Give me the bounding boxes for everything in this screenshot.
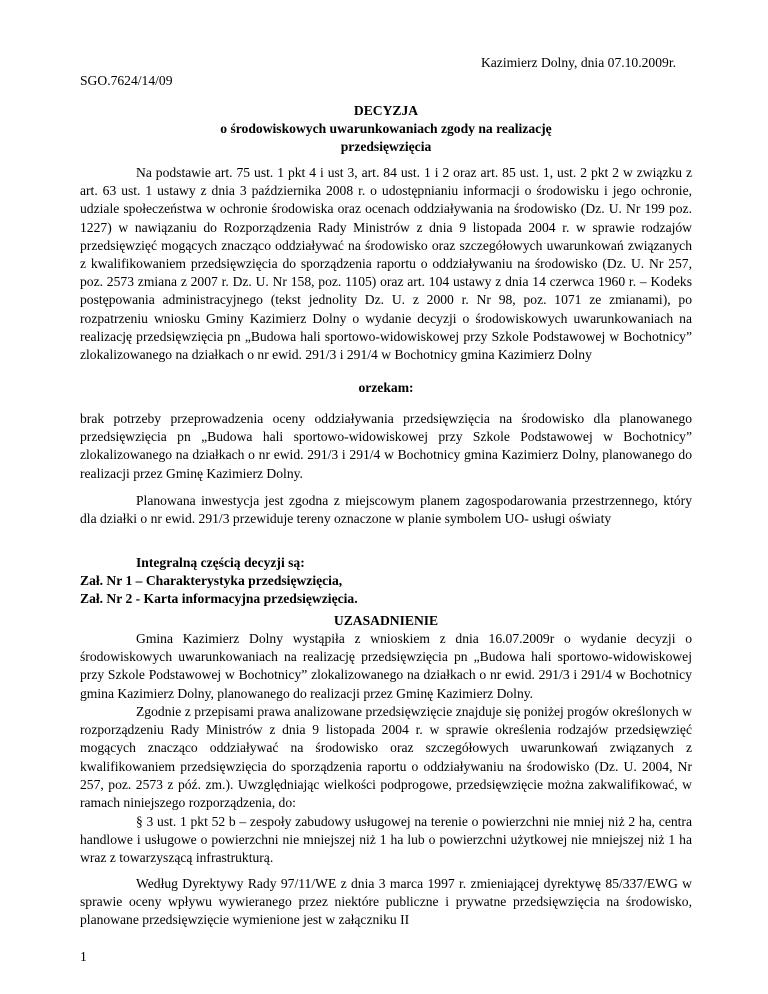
justification-paragraph-4: Według Dyrektywy Rady 97/11/WE z dnia 3 marca 1997 r. zmieniającej dyrektywę 85/337/EWG w sprawie oceny wpływu wywieranego przez niektóre publiczne i prywatne przedsięwzięcia na środowisko, planowane przedsięwzięcie wymienione jest w załączniku II — [80, 876, 692, 928]
intro-paragraph: Na podstawie art. 75 ust. 1 pkt 4 i ust 3, art. 84 ust. 1 i 2 oraz art. 85 ust. 1, ust. 2 pkt 2 w związku z art. 63 ust. 1 ustawy z dnia 3 października 2008 r. o udostępnianiu informacji o środowisku i jego ochronie, udziale społeczeństwa w ochronie środowiska oraz ocenach oddziaływania na środowisko (Dz. U. Nr 199 poz. 1227) w nawiązaniu do Rozporządzenia Rady Ministrów z dnia 9 listopada 2004 r. w sprawie rodzajów przedsięwzięć mogących znacząco oddziaływać na środowisko oraz szczegółowych uwarunkowań związanych z kwalifikowaniem przedsięwzięcia do sporządzenia raportu o oddziaływaniu na środowisko (Dz. U. Nr 257, poz. 2573 zmiana z 2007 r. Dz. U. Nr 158, poz. 1105) oraz art. 104 ustawy z dnia 14 czerwca 1960 r. – Kodeks postępowania administracyjnego (tekst jednolity Dz. U. z 2000 r. Nr 98, poz. 1071 ze zmianami), po rozpatrzeniu wniosku Gminy Kazimierz Dolny o wydanie decyzji o środowiskowych uwarunkowaniach na realizację przedsięwzięcia pn „Budowa hali sportowo-widowiskowej przy Szkole Podstawowej w Bochotnicy” zlokalizowanego na działkach o nr ewid. 291/3 i 291/4 w Bochotnicy gmina Kazimierz Dolny — [80, 165, 692, 363]
orzekam-heading: orzekam: — [358, 380, 414, 395]
attachment-item: Zał. Nr 2 - Karta informacyjna przedsięwzięcia. — [80, 591, 358, 607]
decision-paragraph: brak potrzeby przeprowadzenia oceny oddziaływania przedsięwzięcia na środowisko dla planowanego przedsięwzięcia pn „Budowa hali sportowo-widowiskowej przy Szkole Podstawowej w Bochotnicy” zlokalizowanego na działkach o nr ewid. 291/3 i 291/4 w Bochotnicy gmina Kazimierz Dolny, planowanego do realizacji przez Gminę Kazimierz Dolny. — [80, 411, 692, 481]
page-number: 1 — [80, 949, 87, 964]
justification-paragraph-2: Zgodnie z przepisami prawa analizowane przedsięwzięcie znajduje się poniżej progów określonych w rozporządzeniu Rady Ministrów z dnia 9 listopada 2004 r. w sprawie określenia rodzajów przedsięwzięć mogących znacząco oddziaływać na środowisko oraz szczegółowych uwarunkowań związanych z kwalifikowaniem przedsięwzięcia do sporządzenia raportu o oddziaływaniu na środowisko (Dz. U. 2004, Nr 257, poz. 2573 z póź. zm.). Uwzględniając wielkości podprogowe, przedsięwzięcie można zakwalifikować, w ramach niniejszego rozporządzenia, do: — [80, 704, 692, 811]
justification-paragraph-1: Gmina Kazimierz Dolny wystąpiła z wnioskiem z dnia 16.07.2009r o wydanie decyzji o środowiskowych uwarunkowaniach na realizację przedsięwzięcia pn „Budowa hali sportowo-widowiskowej przy Szkole Podstawowej w Bochotnicy” zlokalizowanego na działkach o nr ewid. 291/3 i 291/4 w Bochotnicy gmina Kazimierz Dolny, planowanego do realizacji przez Gminę Kazimierz Dolny. — [80, 631, 692, 701]
title-subject-cont: przedsięwzięcia — [340, 139, 432, 154]
attachment-item: Zał. Nr 1 – Charakterystyka przedsięwzięcia, — [80, 573, 343, 589]
justification-paragraph-3: § 3 ust. 1 pkt 52 b – zespoły zabudowy usługowej na terenie o powierzchni nie mniej niż 2 ha, centra handlowe i usługowe o powierzchni nie mniejszej niż 1 ha lub o powierzchni użytkowej nie mniejszej niż 1 ha wraz z towarzyszącą infrastrukturą. — [80, 814, 692, 866]
title-subject: o środowiskowych uwarunkowaniach zgody na realizację — [220, 121, 552, 136]
title-decyzja: DECYZJA — [353, 103, 419, 118]
plan-paragraph: Planowana inwestycja jest zgodna z miejscowym planem zagospodarowania przestrzennego, który dla działki o nr ewid. 291/3 przewiduje tereny oznaczone w planie symbolem UO- usługi oświaty — [80, 493, 692, 527]
place-date: Kazimierz Dolny, dnia 07.10.2009r. — [480, 55, 676, 70]
attachments-lead: Integralną częścią decyzji są: — [136, 555, 305, 570]
case-signature: SGO.7624/14/09 — [80, 73, 173, 88]
uzasadnienie-heading: UZASADNIENIE — [333, 613, 439, 628]
attachments-list — [80, 554, 692, 609]
